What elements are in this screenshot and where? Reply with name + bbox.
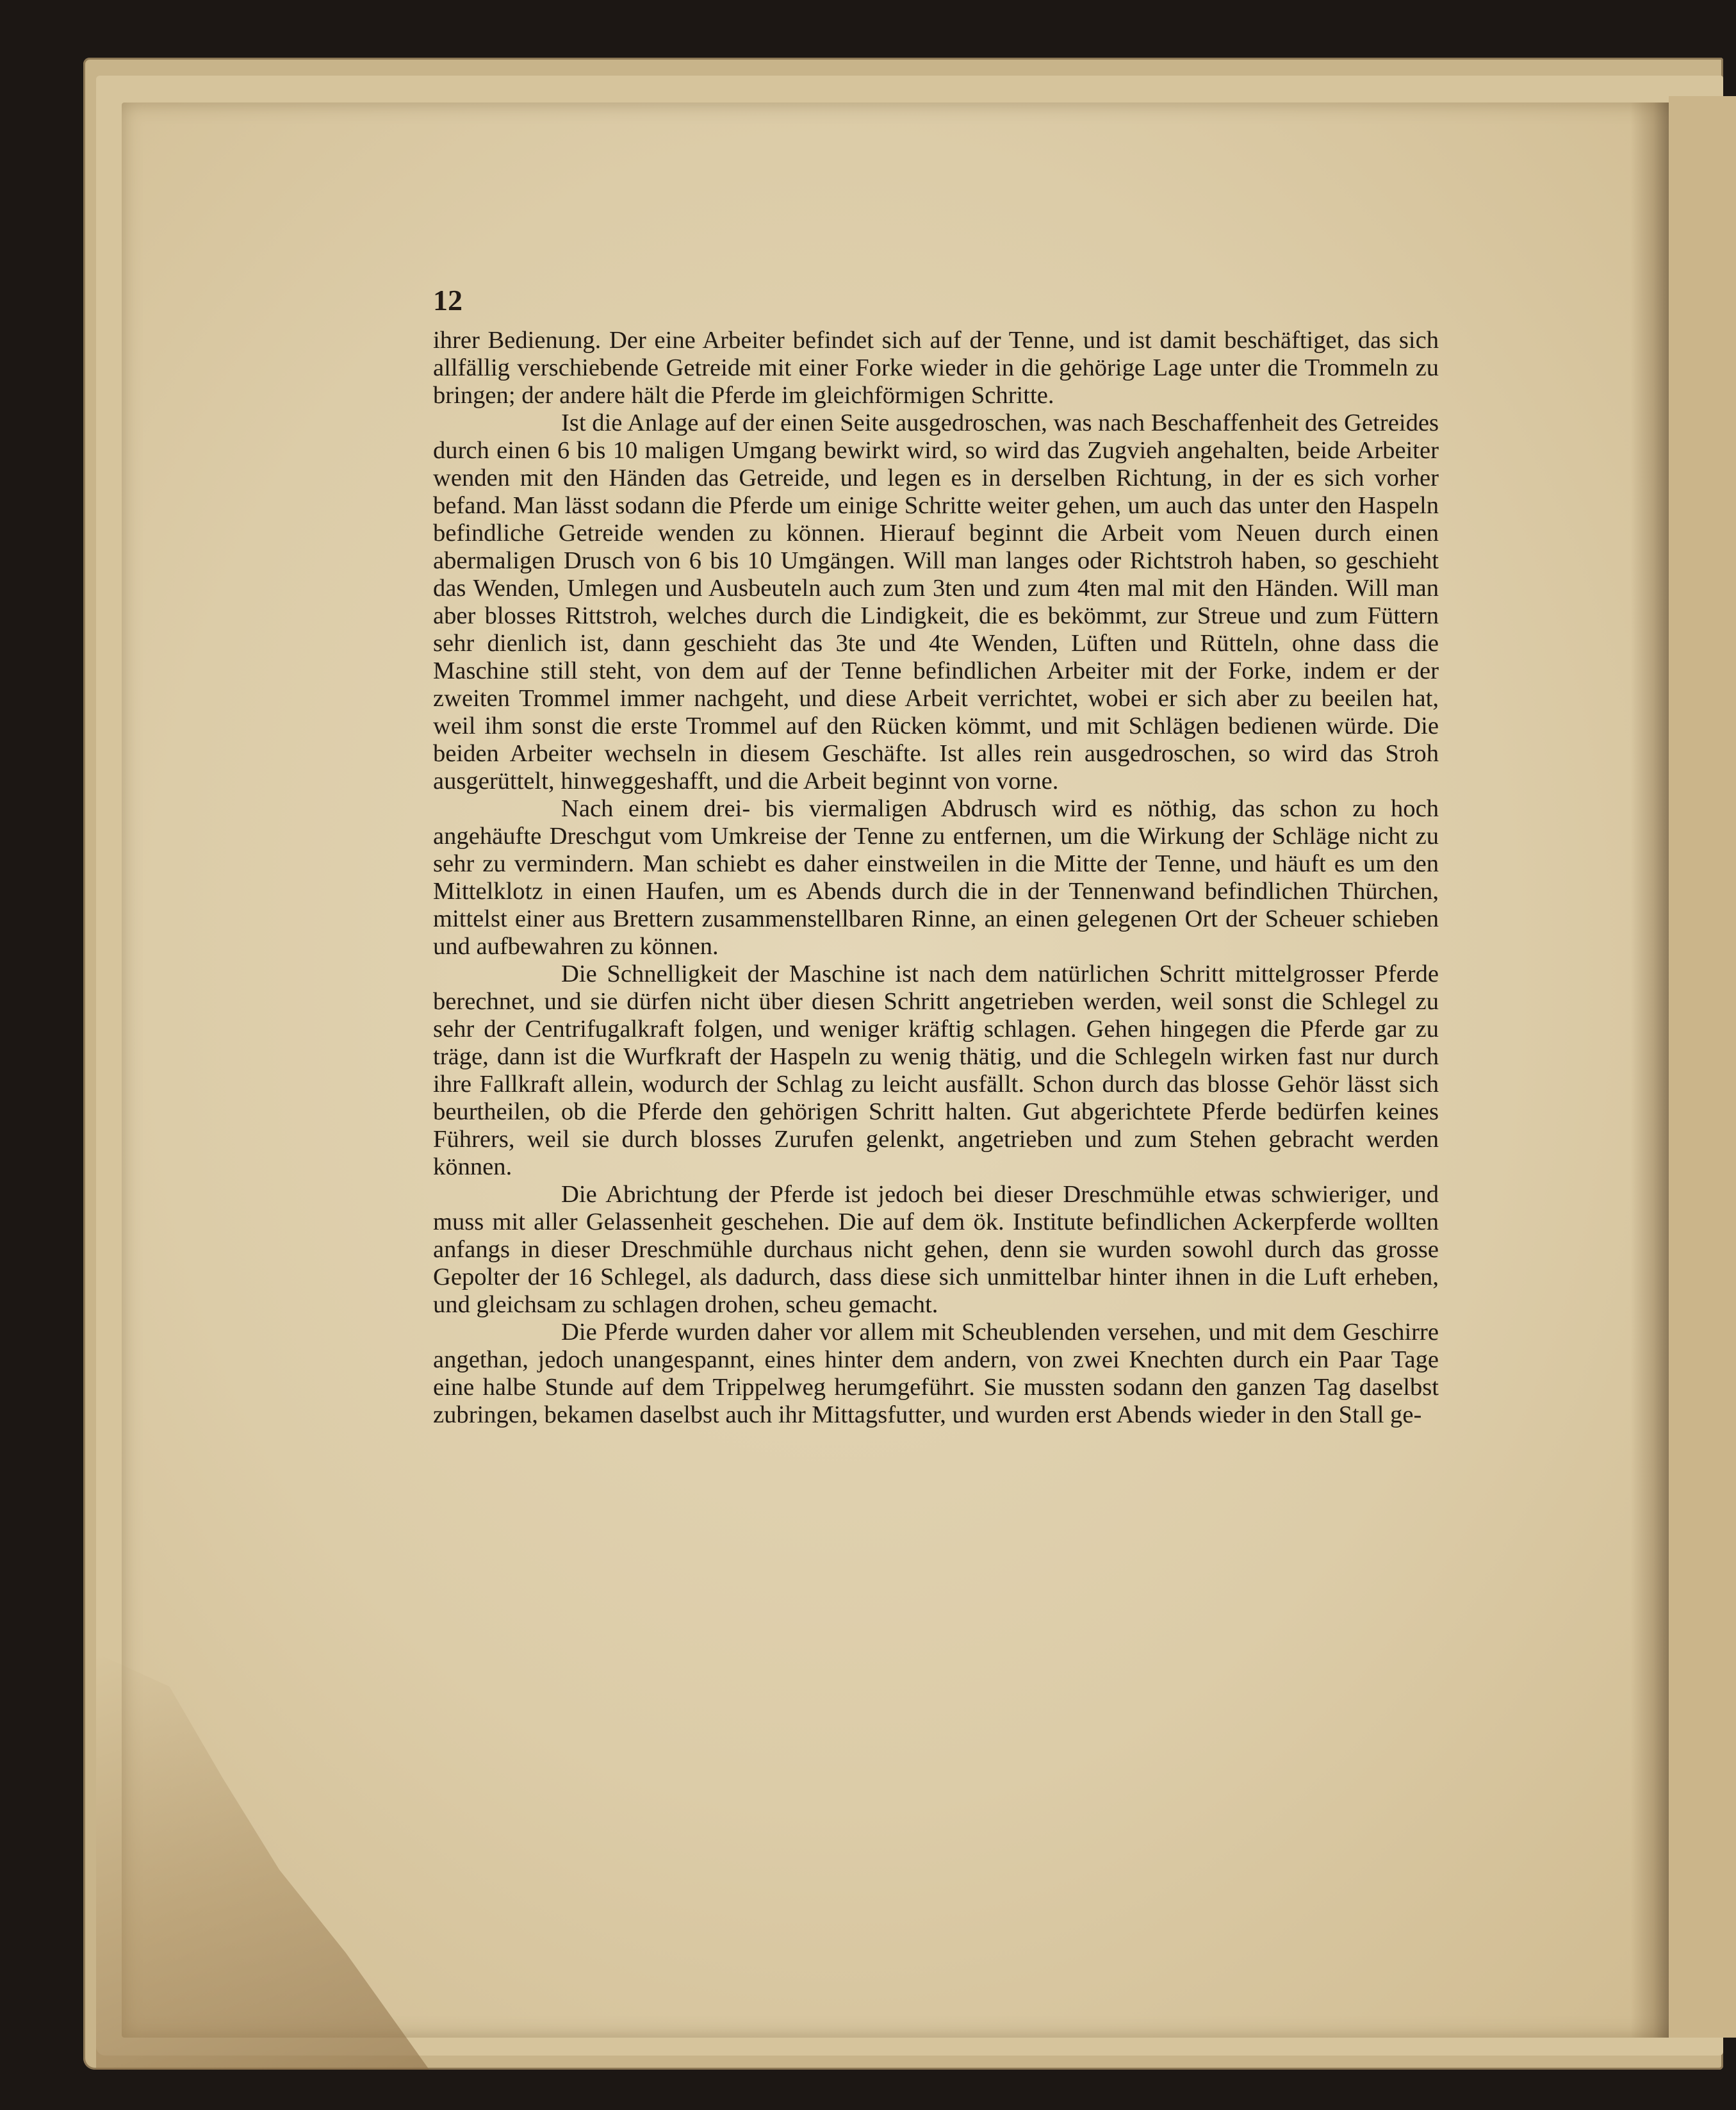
facing-page-edge bbox=[1669, 96, 1736, 2038]
paragraph-3: Nach einem drei- bis viermaligen Abdrusch wird es nöthig, das schon zu hoch angehäufte Dreschgut vom Umkreise der Tenne zu entfernen, um die Wirkung der Schläge nicht zu sehr zu vermindern. Man schiebt es daher einstweilen in die Mitte der Tenne, und häuft es um den Mittelklotz in einen Haufen, um es Abends durch die in der Tennenwand befindlichen Thürchen, mittelst einer aus Brettern zusammenstellbaren Rinne, an einen gelegenen Ort der Scheuer schieben und aufbewahren zu können. bbox=[433, 795, 1439, 960]
gutter-shadow bbox=[1630, 103, 1669, 2038]
paragraph-2: Ist die Anlage auf der einen Seite ausgedroschen, was nach Beschaffenheit des Getreides durch einen 6 bis 10 maligen Umgang bewirkt wird, so wird das Zugvieh angehalten, beide Arbeiter wenden mit den Händen das Getreide, und legen es in derselben Richtung, in der es sich vorher befand. Man lässt sodann die Pferde um einige Schritte weiter gehen, um auch das unter den Haspeln befindliche Getreide wenden zu können. Hierauf beginnt die Arbeit vom Neuen durch einen abermaligen Drusch von 6 bis 10 Umgängen. Will man langes oder Richtstroh haben, so geschieht das Wenden, Umlegen und Ausbeuteln auch zum 3ten und zum 4ten mal mit den Händen. Will man aber blosses Rittstroh, welches durch die Lindigkeit, die es bekömmt, zur Streue und zum Füttern sehr dienlich ist, dann geschieht das 3te und 4te Wenden, Lüften und Rütteln, ohne dass die Maschine still steht, von dem auf der Tenne befindlichen Arbeiter mit der Forke, indem er der zweiten Trommel immer nachgeht, und diese Arbeit verrichtet, wobei er sich aber zu beeilen hat, weil ihm sonst die erste Trommel auf den Rücken kömmt, und mit Schlägen bedienen würde. Die beiden Arbeiter wechseln in diesem Geschäfte. Ist alles rein ausgedroschen, so wird das Stroh ausgerüttelt, hinweggeshafft, und die Arbeit beginnt von vorne. bbox=[433, 409, 1439, 795]
page-number: 12 bbox=[433, 284, 463, 317]
body-text bbox=[433, 327, 1439, 1429]
paragraph-4: Die Schnelligkeit der Maschine ist nach dem natürlichen Schritt mittelgrosser Pferde berechnet, und sie dürfen nicht über diesen Schritt angetrieben werden, weil sonst die Schlegel zu sehr der Centrifugalkraft folgen, und weniger kräftig schlagen. Gehen hingegen die Pferde gar zu träge, dann ist die Wurfkraft der Haspeln zu wenig thätig, und die Schlegeln wirken fast nur durch ihre Fallkraft allein, wodurch der Schlag zu leicht ausfällt. Schon durch das blosse Gehör lässt sich beurtheilen, ob die Pferde den gehörigen Schritt halten. Gut abgerichtete Pferde bedürfen keines Führers, weil sie durch blosses Zurufen gelenkt, angetrieben und zum Stehen gebracht werden können. bbox=[433, 960, 1439, 1180]
paragraph-6: Die Pferde wurden daher vor allem mit Scheublenden versehen, und mit dem Geschirre angethan, jedoch unangespannt, eines hinter dem andern, von zwei Knechten durch ein Paar Tage eine halbe Stunde auf dem Trippelweg herumgeführt. Sie mussten sodann den ganzen Tag daselbst zubringen, bekamen daselbst auch ihr Mittagsfutter, und wurden erst Abends wieder in den Stall ge- bbox=[433, 1319, 1439, 1428]
paragraph-5: Die Abrichtung der Pferde ist jedoch bei dieser Dreschmühle etwas schwieriger, und muss mit aller Gelassenheit geschehen. Die auf dem ök. Institute befindlichen Ackerpferde wollten anfangs in dieser Dreschmühle durchaus nicht gehen, denn sie wurden sowohl durch das grosse Gepolter der 16 Schlegel, als dadurch, dass diese sich unmittelbar hinter ihnen in die Luft erheben, und gleichsam zu schlagen drohen, scheu gemacht. bbox=[433, 1181, 1439, 1318]
paragraph-1: ihrer Bedienung. Der eine Arbeiter befindet sich auf der Tenne, und ist damit beschäftiget, das sich allfällig verschiebende Getreide mit einer Forke wieder in die gehörige Lage unter die Trommeln zu bringen; der andere hält die Pferde im gleichförmigen Schritte. bbox=[433, 327, 1439, 409]
